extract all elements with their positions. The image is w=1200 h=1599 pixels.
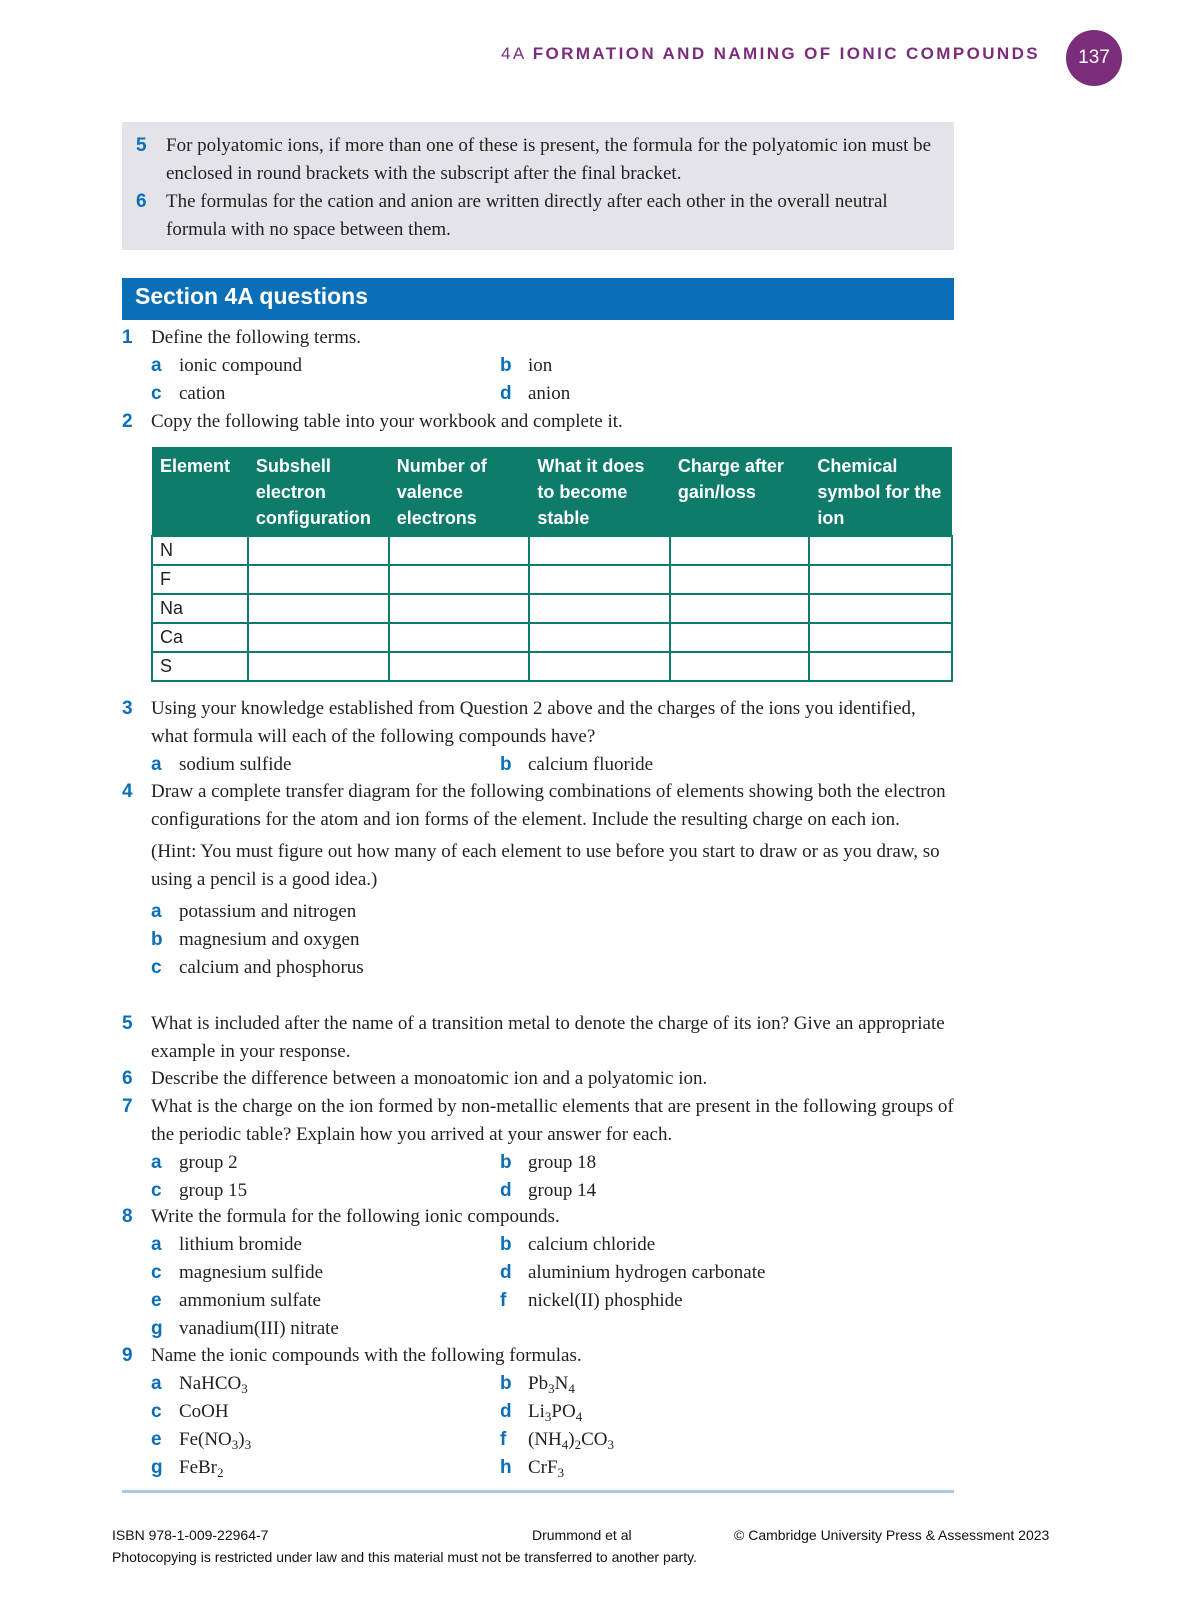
chemical-formula [179,1429,251,1450]
sub-label: c [151,383,162,404]
element-cell: S [152,652,248,681]
blank-cell [389,536,530,565]
sub-question [151,1454,500,1482]
element-ion-table [151,447,953,682]
sub-question [500,1177,849,1205]
blank-cell [529,565,669,594]
copyright: © Cambridge University Press & Assessment 2023 [734,1527,1050,1543]
sub-question [151,751,500,779]
chemical-formula [528,1429,614,1450]
formula-part: CrF [528,1457,558,1478]
sub-text: ammonium sulfate [179,1290,321,1311]
formula-part: ) [238,1429,245,1450]
blank-cell [248,536,389,565]
question-text: What is included after the name of a transition metal to denote the charge of its ion? Give an appropriate example in your response. [151,1013,945,1062]
blank-cell [670,623,810,652]
formula-subscript: 3 [244,1437,252,1452]
sub-question [151,1177,500,1205]
formula-part: Fe(NO [179,1429,232,1450]
sub-questions [151,898,954,982]
chemical-formula [528,1457,564,1478]
question-number: 7 [122,1096,133,1117]
sub-label: c [151,1401,162,1422]
question-8 [122,1203,954,1343]
sub-question [500,1287,849,1315]
sub-text: cation [179,383,226,404]
formula-subscript: 3 [557,1465,565,1480]
table-row [152,594,952,623]
sub-text: group 15 [179,1180,248,1201]
key-point-text: For polyatomic ions, if more than one of these is present, the formula for the polyatomic ion must be enclosed in round brackets with the subscript after the final bracket. [166,135,932,184]
element-cell: Na [152,594,248,623]
sub-questions [151,1149,954,1205]
blank-cell [529,594,669,623]
sub-text: potassium and nitrogen [179,901,357,922]
blank-cell [670,565,810,594]
table-row [152,565,952,594]
sub-text: vanadium(III) nitrate [179,1318,339,1339]
question-4 [122,778,954,982]
formula-subscript: 3 [241,1381,248,1396]
sub-text: magnesium and oxygen [179,929,360,950]
blank-cell [248,594,389,623]
formula-subscript: 2 [217,1465,224,1480]
formula-part: FeBr [179,1457,217,1478]
sub-label: b [151,929,163,950]
sub-label: b [500,1234,512,1255]
sub-text: calcium fluoride [528,754,654,775]
key-points-box [122,122,954,250]
key-point-text: The formulas for the cation and anion are written directly after each other in the overall neutral formula with no space between them. [166,191,888,240]
question-text: What is the charge on the ion formed by non-metallic elements that are present in the following groups of the periodic table? Explain how you arrived at your answer for each. [151,1096,954,1145]
sub-text: group 14 [528,1180,597,1201]
column-header: Charge after gain/loss [670,447,810,536]
question-text: Name the ionic compounds with the following formulas. [151,1345,582,1366]
question-1 [122,324,954,408]
question-3 [122,695,954,779]
blank-cell [809,536,952,565]
blank-cell [529,652,669,681]
running-header [0,44,1040,64]
element-cell: Ca [152,623,248,652]
sub-label: e [151,1290,162,1311]
sub-label: b [500,355,512,376]
sub-text: anion [528,383,571,404]
column-header: Chemical symbol for the ion [809,447,952,536]
sub-label: c [151,1180,162,1201]
blank-cell [529,536,669,565]
sub-questions [151,1370,954,1482]
sub-question [500,380,849,408]
formula-subscript: 3 [544,1409,552,1424]
sub-text: nickel(II) phosphide [528,1290,683,1311]
sub-label: a [151,901,162,922]
column-header: Number of valence electrons [389,447,530,536]
table-row [152,623,952,652]
blank-cell [248,565,389,594]
blank-cell [529,623,669,652]
sub-text: ionic compound [179,355,302,376]
sub-question [500,1231,849,1259]
blank-cell [670,594,810,623]
formula-subscript: 3 [607,1437,615,1452]
sub-question [151,898,851,926]
key-point-number: 5 [136,135,147,156]
column-header: What it does to become stable [529,447,669,536]
key-point [136,132,940,188]
sub-question [151,1370,500,1398]
question-number: 8 [122,1206,133,1227]
blank-cell [389,623,530,652]
sub-label: f [500,1290,507,1311]
sub-text: calcium chloride [528,1234,656,1255]
formula-part: CO [581,1429,608,1450]
sub-label: c [151,957,162,978]
formula-subscript: 4 [575,1409,583,1424]
question-number: 4 [122,781,133,802]
sub-text: magnesium sulfide [179,1262,324,1283]
sub-text: group 18 [528,1152,597,1173]
sub-label: h [500,1457,512,1478]
sub-label: e [151,1429,162,1450]
sub-text: calcium and phosphorus [179,957,364,978]
sub-question [151,954,851,982]
sub-question [500,1398,849,1426]
blank-cell [809,565,952,594]
hint-text: (Hint: You must figure out how many of each element to use before you start to draw or as you draw, so using a pencil is a good idea.) [151,841,940,890]
blank-cell [248,623,389,652]
blank-cell [809,594,952,623]
footer-rule [122,1490,954,1493]
sub-text: aluminium hydrogen carbonate [528,1262,766,1283]
sub-question [151,1149,500,1177]
blank-cell [389,565,530,594]
key-point [136,188,940,244]
sub-question [151,1231,500,1259]
sub-label: a [151,1234,162,1255]
sub-question [500,1149,849,1177]
question-text: Copy the following table into your workbook and complete it. [151,411,623,432]
question-number: 6 [122,1068,133,1089]
photocopy-notice: Photocopying is restricted under law and this material must not be transferred to another party. [112,1549,697,1565]
sub-label: b [500,754,512,775]
blank-cell [670,652,810,681]
formula-subscript: 4 [561,1437,569,1452]
sub-questions [151,352,954,408]
table-row [152,536,952,565]
page-number-badge: 137 [1066,30,1122,86]
formula-part: Pb [528,1373,549,1394]
sub-question [151,926,851,954]
formula-part: ) [568,1429,575,1450]
question-text: Define the following terms. [151,327,362,348]
question-7 [122,1093,954,1205]
blank-cell [809,623,952,652]
blank-cell [809,652,952,681]
table-row [152,652,952,681]
formula-subscript: 4 [568,1381,575,1396]
sub-question [151,1259,500,1287]
sub-question [500,1454,849,1482]
chemical-formula [179,1457,224,1478]
formula-subscript: 2 [574,1437,582,1452]
sub-question [500,751,849,779]
blank-cell [389,652,530,681]
formula-subscript: 3 [548,1381,555,1396]
sub-question [500,1370,849,1398]
sub-question [151,352,500,380]
blank-cell [248,652,389,681]
chemical-formula [179,1401,229,1422]
sub-label: g [151,1318,163,1339]
element-cell: F [152,565,248,594]
sub-label: a [151,1373,162,1394]
table-header-row [152,447,952,536]
sub-questions [151,1231,954,1343]
chemical-formula [179,1373,248,1394]
question-text: Draw a complete transfer diagram for the following combinations of elements showing both the electron configurations for the atom and ion forms of the element. Include the resulting charge on each ion. [151,781,946,830]
question-number: 9 [122,1345,133,1366]
question-text: Describe the difference between a monoatomic ion and a polyatomic ion. [151,1068,708,1089]
sub-label: b [500,1373,512,1394]
sub-label: g [151,1457,163,1478]
formula-part: Li [528,1401,545,1422]
key-point-number: 6 [136,191,147,212]
column-header: Subshell electron configuration [248,447,389,536]
sub-label: d [500,1262,512,1283]
chemical-formula [528,1373,575,1394]
sub-label: d [500,1180,512,1201]
sub-text: lithium bromide [179,1234,302,1255]
question-number: 2 [122,411,133,432]
sub-question [500,352,849,380]
sub-label: f [500,1429,507,1450]
question-9 [122,1342,954,1482]
formula-part: (NH [528,1429,562,1450]
sub-label: a [151,754,162,775]
sub-label: d [500,1401,512,1422]
sub-question [151,380,500,408]
sub-label: d [500,383,512,404]
sub-question [151,1398,500,1426]
isbn: ISBN 978-1-009-22964-7 [112,1527,269,1543]
formula-part: PO [551,1401,576,1422]
sub-label: a [151,1152,162,1173]
question-6 [122,1065,954,1093]
sub-question [151,1287,500,1315]
chapter-title: FORMATION AND NAMING OF IONIC COMPOUNDS [532,44,1040,63]
chemical-formula [528,1401,582,1422]
formula-part: N [554,1373,569,1394]
question-text: Using your knowledge established from Question 2 above and the charges of the ions you identified, what formula will each of the following compounds have? [151,698,916,747]
question-number: 3 [122,698,133,719]
formula-subscript: 3 [231,1437,239,1452]
section-heading: Section 4A questions [122,278,954,320]
formula-part: NaHCO [179,1373,242,1394]
sub-label: a [151,355,162,376]
sub-question [151,1315,500,1343]
chapter-code: 4A [500,44,526,63]
question-number: 1 [122,327,133,348]
sub-question [500,1426,849,1454]
formula-part: CoOH [179,1401,229,1422]
question-5 [122,1010,954,1066]
sub-label: c [151,1262,162,1283]
sub-question [500,1259,849,1287]
sub-text: ion [528,355,553,376]
question-2 [122,408,954,436]
blank-cell [670,536,810,565]
sub-text: group 2 [179,1152,238,1173]
sub-label: b [500,1152,512,1173]
column-header: Element [152,447,248,536]
question-number: 5 [122,1013,133,1034]
author: Drummond et al [532,1527,632,1543]
question-text: Write the formula for the following ionic compounds. [151,1206,560,1227]
sub-question [151,1426,500,1454]
element-cell: N [152,536,248,565]
blank-cell [389,594,530,623]
sub-questions [151,751,954,779]
sub-text: sodium sulfide [179,754,292,775]
